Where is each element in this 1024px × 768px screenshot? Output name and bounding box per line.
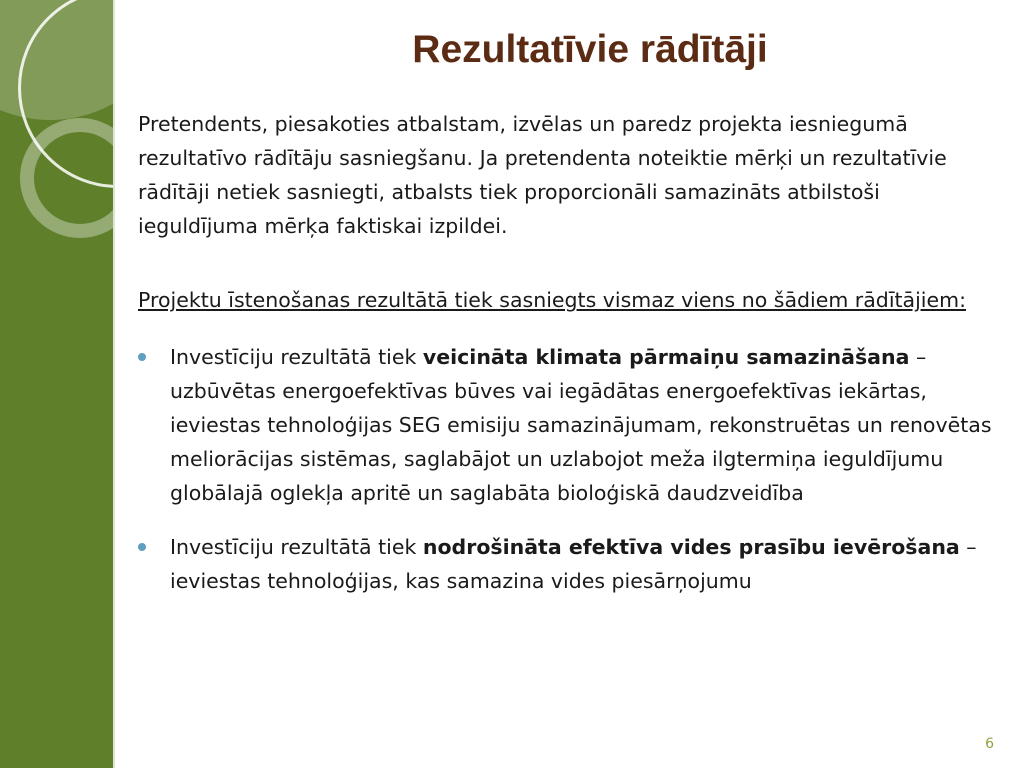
decorative-sidebar bbox=[0, 0, 113, 768]
indicator-list bbox=[138, 340, 998, 598]
bullet-bold-text: veicināta klimata pārmaiņu samazināšana bbox=[422, 345, 910, 369]
bullet-icon bbox=[138, 543, 146, 551]
bullet-prefix: Investīciju rezultātā tiek bbox=[170, 535, 423, 559]
list-item bbox=[138, 340, 998, 510]
list-item bbox=[138, 530, 998, 598]
bullet-suffix: – ieviestas tehnoloģijas, kas samazina vides piesārņojumu bbox=[170, 535, 977, 593]
indicators-heading: Projektu īstenošanas rezultātā tiek sasniegts vismaz viens no šādiem rādītājiem: bbox=[138, 288, 966, 312]
bullet-icon bbox=[138, 353, 146, 361]
intro-paragraph: Pretendents, piesakoties atbalstam, izvēlas un paredz projekta iesniegumā rezultatīvo rādītāju sasniegšanu. Ja pretendenta noteiktie mērķi un rezultatīvie rādītāji netiek sasniegti, atbalsts tiek proporcionāli samazināts atbilstoši ieguldījuma mērķa faktiskai izpildei. bbox=[138, 112, 947, 238]
slide-title: Rezultatīvie rādītāji bbox=[412, 28, 768, 71]
bullet-suffix: – uzbūvētas energoefektīvas būves vai iegādātas energoefektīvas iekārtas, ieviestas tehnoloģijas SEG emisiju samazinājumam, rekonstruētas un renovētas meliorācijas sistēmas, saglabājot un uzlabojot meža ilgtermiņa ieguldījumu globālajā oglekļa apritē un saglabāta bioloģiskā daudzveidība bbox=[170, 345, 992, 505]
sidebar-divider bbox=[113, 0, 115, 768]
page-number: 6 bbox=[985, 736, 994, 752]
bullet-prefix: Investīciju rezultātā tiek bbox=[170, 345, 423, 369]
slide-body bbox=[138, 107, 998, 618]
bullet-bold-text: nodrošināta efektīva vides prasību ievērošana bbox=[422, 535, 960, 559]
